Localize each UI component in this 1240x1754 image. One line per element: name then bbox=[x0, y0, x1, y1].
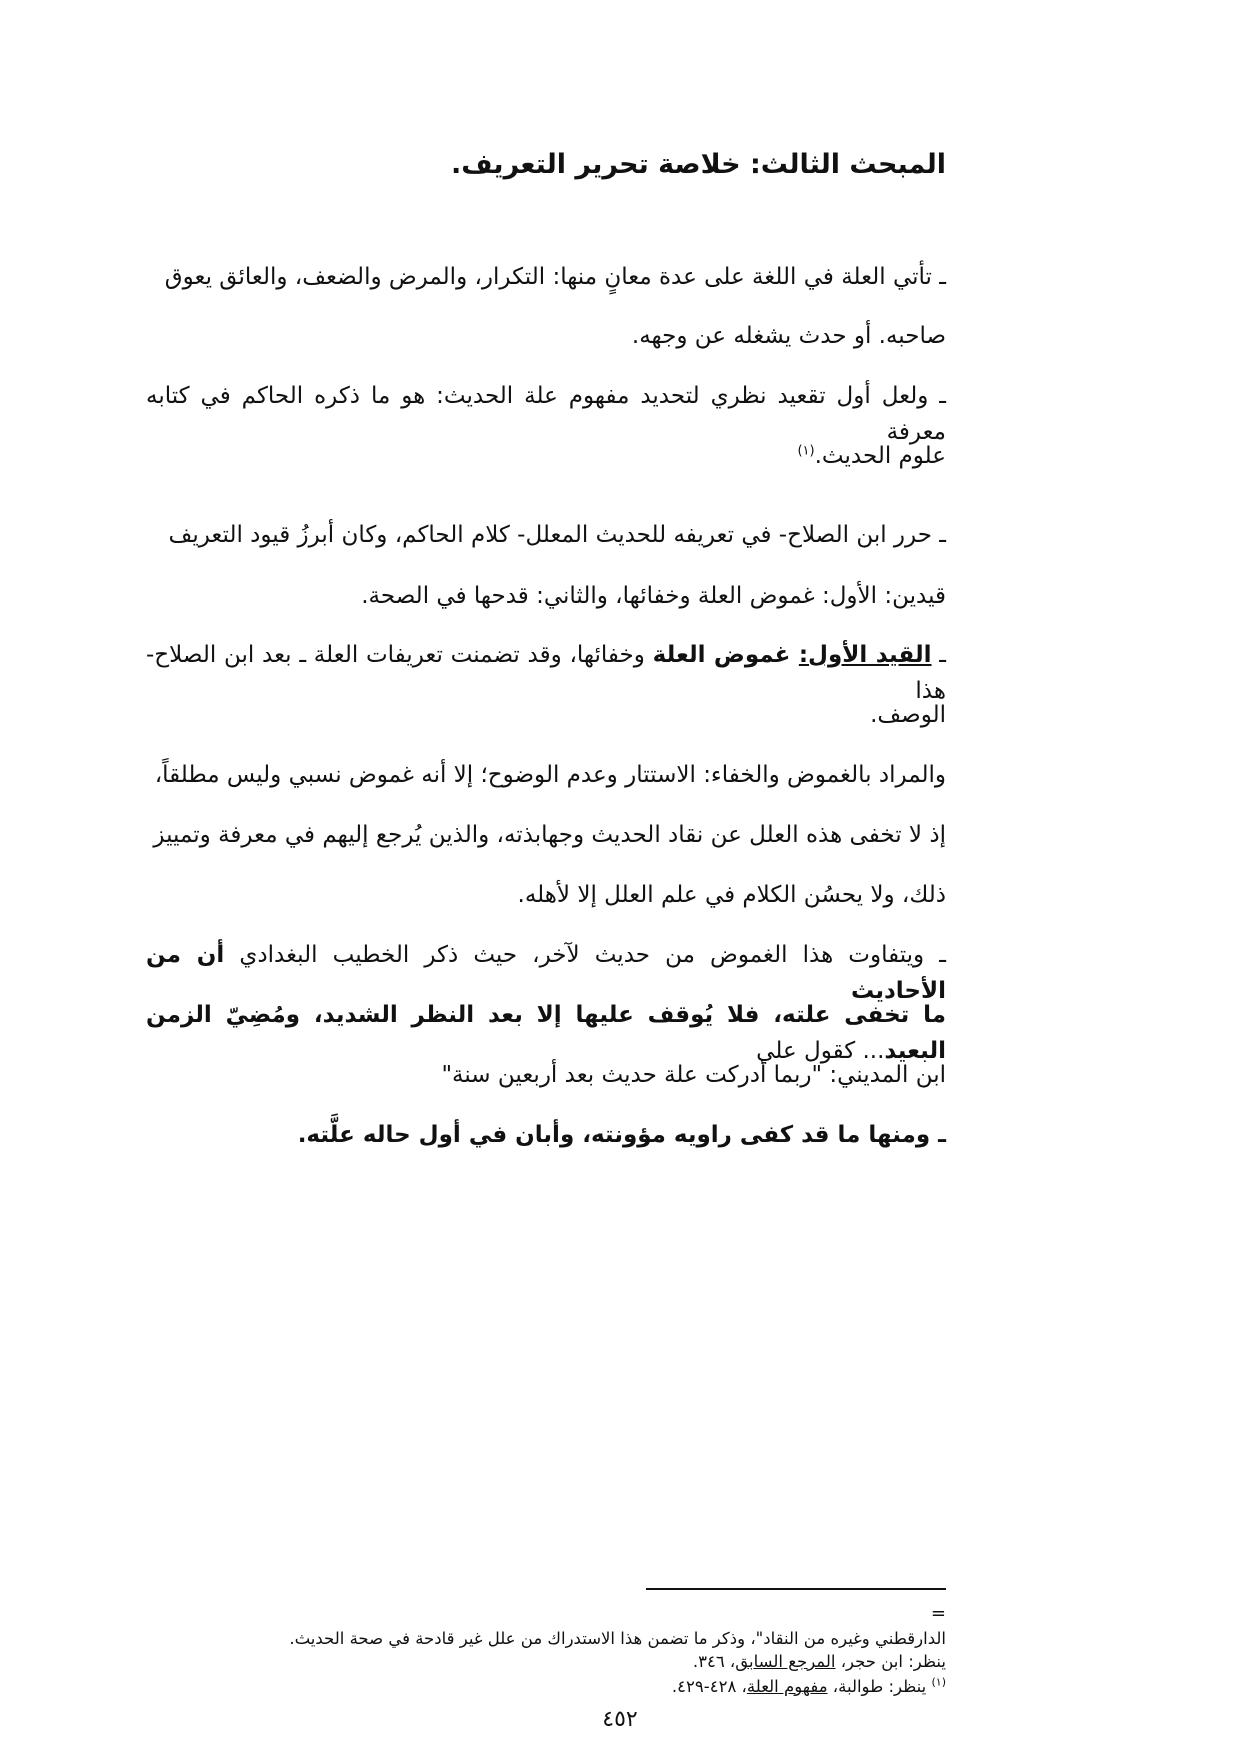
paragraph-5-line-2: إذ لا تخفى هذه العلل عن نقاد الحديث وجهابذته، والذين يُرجع إليهم في معرفة وتمييز bbox=[153, 822, 946, 848]
paragraph-1-line-2: صاحبه. أو حدث يشغله عن وجهه. bbox=[631, 323, 946, 349]
footnote-continued-line-2 bbox=[136, 1650, 946, 1673]
section-heading: المبحث الثالث: خلاصة تحرير التعريف. bbox=[451, 149, 946, 180]
footnote-continued-line-1: الدارقطني وغيره من النقاد"، وذكر ما تضمن هذا الاستدراك من علل غير قادحة في صحة الحديث. bbox=[289, 1629, 946, 1648]
footnote-cont-pre: ينظر: ابن حجر، bbox=[835, 1652, 946, 1671]
footnote-separator bbox=[646, 1588, 946, 1590]
footnote-cont-ref: المرجع السابق bbox=[735, 1652, 836, 1671]
paragraph-7: ـ ومنها ما قد كفى راويه مؤونته، وأبان في أول حاله علَّته. bbox=[297, 1122, 946, 1148]
paragraph-2-line-1: ـ ولعل أول تقعيد نظري لتحديد مفهوم علة الحديث: هو ما ذكره الحاكم في كتابه معرفة bbox=[146, 383, 946, 445]
paragraph-5-line-3: ذلك، ولا يحسُن الكلام في علم العلل إلا لأهله. bbox=[517, 882, 946, 908]
paragraph-5-line-1: والمراد بالغموض والخفاء: الاستتار وعدم الوضوح؛ إلا أنه غموض نسبي وليس مطلقاً، bbox=[154, 762, 946, 788]
paragraph-4-line-2: الوصف. bbox=[870, 702, 946, 728]
paragraph-4-rest: وخفائها، وقد تضمنت تعريفات العلة ـ بعد ابن الصلاح- هذا bbox=[146, 642, 946, 704]
first-constraint-label: القيد الأول: bbox=[798, 642, 932, 668]
footnote-marker-1[interactable]: (١) bbox=[797, 443, 815, 459]
paragraph-3-line-2: قيدين: الأول: غموض العلة وخفائها، والثاني: قدحها في الصحة. bbox=[361, 583, 946, 609]
footnote-1-pre: ينظر: طوالبة، bbox=[827, 1677, 932, 1696]
footnote-1-marker: (١) bbox=[931, 1675, 946, 1689]
paragraph-4-prefix: ـ bbox=[931, 642, 946, 668]
paragraph-6-bold-quote: ما تخفى علته، فلا يُوقف عليها إلا بعد النظر الشديد، ومُضِيّ الزمن البعيد bbox=[146, 1002, 946, 1064]
paragraph-6-bold-start: أن من الأحاديث bbox=[146, 942, 946, 1004]
footnote-continuation-mark: = bbox=[930, 1603, 946, 1624]
paragraph-6-plain-end: ... كقول علي bbox=[756, 1038, 885, 1064]
paragraph-2-text: علوم الحديث. bbox=[814, 443, 946, 469]
page-number: ٤٥٢ bbox=[602, 1707, 638, 1732]
ambiguity-term: غموض العلة bbox=[652, 642, 799, 668]
footnote-1-post: ، ٤٢٨-٤٢٩. bbox=[671, 1677, 747, 1696]
paragraph-2-line-2 bbox=[146, 438, 946, 474]
footnote-1 bbox=[136, 1675, 946, 1698]
paragraph-6-plain: ـ ويتفاوت هذا الغموض من حديث لآخر، حيث ذكر الخطيب البغدادي bbox=[224, 942, 946, 968]
footnote-cont-post: ، ٣٤٦. bbox=[692, 1652, 736, 1671]
paragraph-6-line-3: ابن المديني: "ربما أدركت علة حديث بعد أربعين سنة" bbox=[441, 1062, 946, 1088]
paragraph-1-line-1: ـ تأتي العلة في اللغة على عدة معانٍ منها: التكرار، والمرض والضعف، والعائق يعوق bbox=[164, 264, 946, 290]
footnote-1-ref: مفهوم العلة bbox=[746, 1677, 828, 1696]
paragraph-3-line-1: ـ حرر ابن الصلاح- في تعريفه للحديث المعلل- كلام الحاكم، وكان أبرزُ قيود التعريف bbox=[168, 522, 946, 548]
